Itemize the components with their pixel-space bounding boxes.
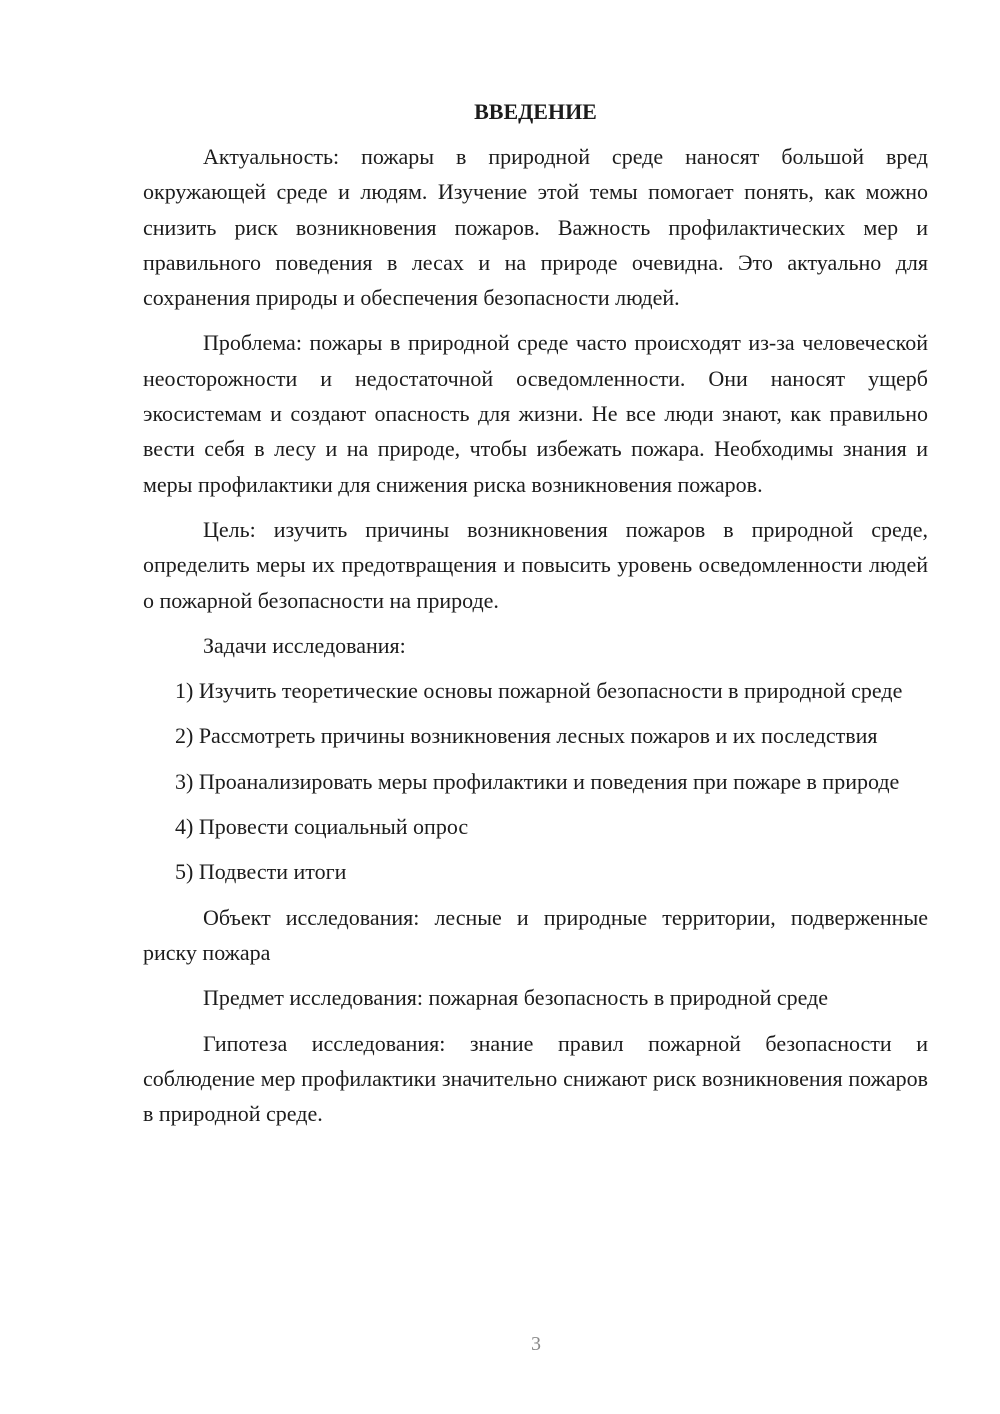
task-item-1: 1) Изучить теоретические основы пожарной безопасности в природной среде: [175, 678, 903, 704]
tasks-heading: Задачи исследования:: [203, 632, 406, 658]
paragraph-hypothesis: Гипотеза исследования: знание правил пожарной безопасности и соблюдение мер профилактики значительно снижают риск возникновения пожаров в природной среде.: [143, 1030, 928, 1127]
paragraph-subject: Предмет исследования: пожарная безопасность в природной среде: [203, 985, 829, 1011]
paragraph-problem: Проблема: пожары в природной среде часто происходят из-за человеческой неосторожности и недостаточной осведомленности. Они наносят ущерб экосистемам и создают опасность для жизни. Не все люди знают, как правильно вести себя в лесу и на природе, чтобы избежать пожара. Необходимы знания и меры профилактики для снижения риска возникновения пожаров.: [143, 330, 928, 497]
task-item-4: 4) Провести социальный опрос: [175, 814, 469, 840]
section-title: ВВЕДЕНИЕ: [474, 99, 597, 124]
task-item-2: 2) Рассмотреть причины возникновения лесных пожаров и их последствия: [175, 723, 878, 749]
task-item-3: 3) Проанализировать меры профилактики и поведения при пожаре в природе: [175, 768, 900, 794]
task-item-5: 5) Подвести итоги: [175, 859, 347, 885]
paragraph-object: Объект исследования: лесные и природные территории, подверженные риску пожара: [143, 904, 928, 965]
paragraph-relevance: Актуальность: пожары в природной среде наносят большой вред окружающей среде и людям. Изучение этой темы помогает понять, как можно снизить риск возникновения пожаров. Важность профилактических мер и правильного поведения в лесах и на природе очевидна. Это актуально для сохранения природы и обеспечения безопасности людей.: [143, 144, 928, 311]
paragraph-goal: Цель: изучить причины возникновения пожаров в природной среде, определить меры их предотвращения и повысить уровень осведомленности людей о пожарной безопасности на природе.: [143, 516, 928, 613]
document-page: [143, 94, 928, 1131]
page-number: 3: [531, 1333, 541, 1355]
